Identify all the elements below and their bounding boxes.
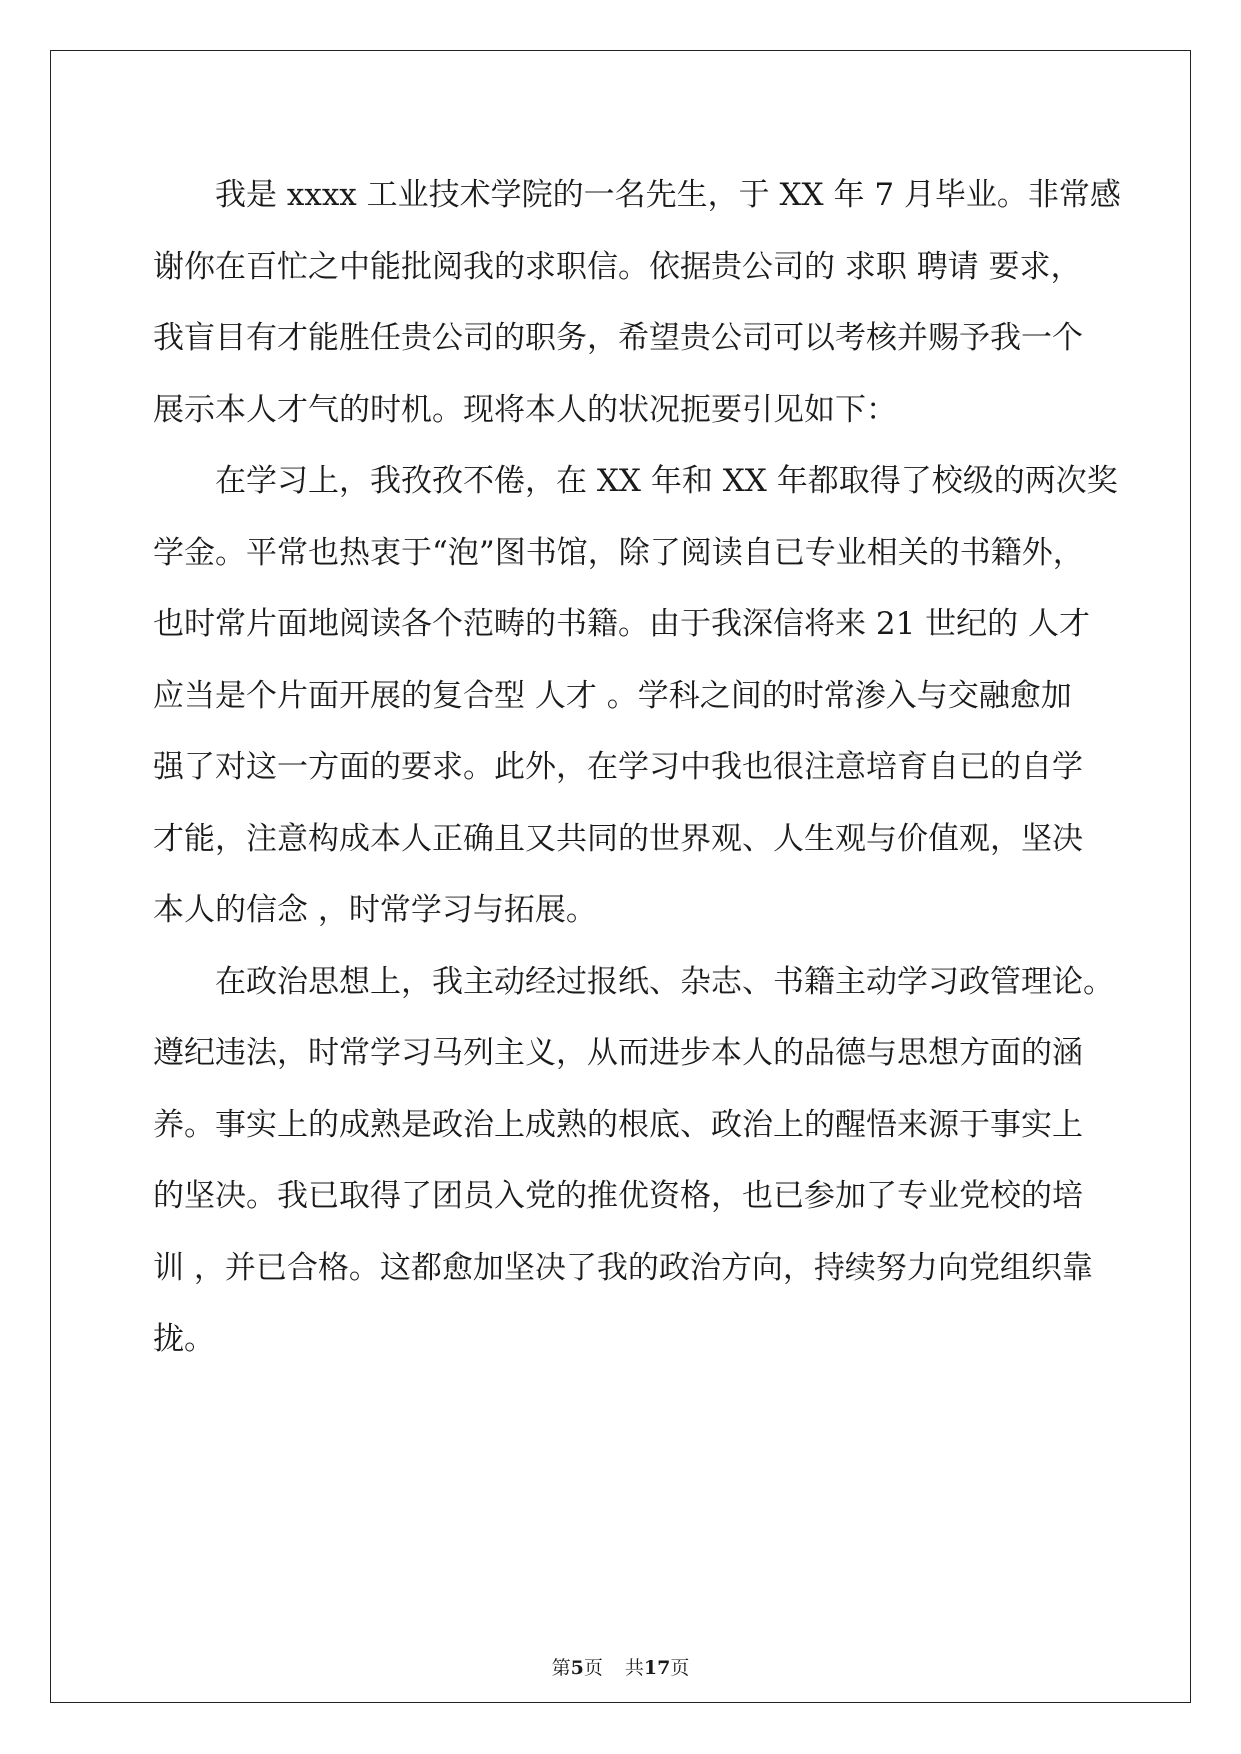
- document-body: [153, 160, 1121, 1376]
- paragraph-2: [153, 446, 1118, 947]
- text-line: 在政治思想上，我主动经过报纸、杂志、书籍主动学习政管理论。: [215, 963, 1114, 1000]
- text-line: 应当是个片面开展的复合型 人才 。学科之间的时常渗入与交融愈加: [153, 677, 1072, 714]
- page-number: 5: [570, 1657, 584, 1679]
- text-line: 才能，注意构成本人正确且又共同的世界观、人生观与价值观，坚决: [153, 820, 1083, 857]
- text-line: 在学习上，我孜孜不倦，在 XX 年和 XX 年都取得了校级的两次奖: [215, 463, 1118, 499]
- total-pages: 17: [643, 1657, 671, 1679]
- page-suffix: 页: [583, 1657, 603, 1679]
- page-prefix: 第: [551, 1657, 571, 1679]
- text-line: 谢你在百忙之中能批阅我的求职信。依据贵公司的 求职 聘请 要求，: [153, 248, 1082, 285]
- text-line: 我盲目有才能胜任贵公司的职务，希望贵公司可以考核并赐予我一个: [153, 320, 1083, 356]
- text-line: 本人的信念 ，时常学习与拓展。: [153, 892, 597, 928]
- paragraph-1: [153, 160, 1121, 446]
- text-line: 强了对这一方面的要求。此外，在学习中我也很注意培育自已的自学: [153, 749, 1083, 785]
- text-line: 我是 xxxx 工业技术学院的一名先生，于 XX 年 7 月毕业。非常感: [215, 177, 1121, 213]
- total-prefix: 共: [624, 1657, 644, 1679]
- text-line: 训 ，并已合格。这都愈加坚决了我的政治方向，持续努力向党组织靠: [153, 1249, 1093, 1286]
- text-line: 展示本人才气的时机。现将本人的状况扼要引见如下：: [153, 391, 897, 428]
- text-line: 的坚决。我已取得了团员入党的推优资格，也已参加了专业党校的培: [153, 1178, 1083, 1214]
- text-line: 拢。: [153, 1321, 215, 1357]
- text-line: 遵纪违法，时常学习马列主义，从而进步本人的品德与思想方面的涵: [153, 1035, 1083, 1071]
- total-suffix: 页: [670, 1657, 690, 1679]
- page-footer: [0, 1653, 1241, 1680]
- text-line: 养。事实上的成熟是政治上成熟的根底、政治上的醒悟来源于事实上: [153, 1106, 1083, 1143]
- paragraph-3: [153, 947, 1114, 1376]
- text-line: 学金。平常也热衷于“泡”图书馆，除了阅读自已专业相关的书籍外，: [153, 534, 1084, 571]
- text-line: 也时常片面地阅读各个范畴的书籍。由于我深信将来 21 世纪的 人才: [153, 606, 1091, 642]
